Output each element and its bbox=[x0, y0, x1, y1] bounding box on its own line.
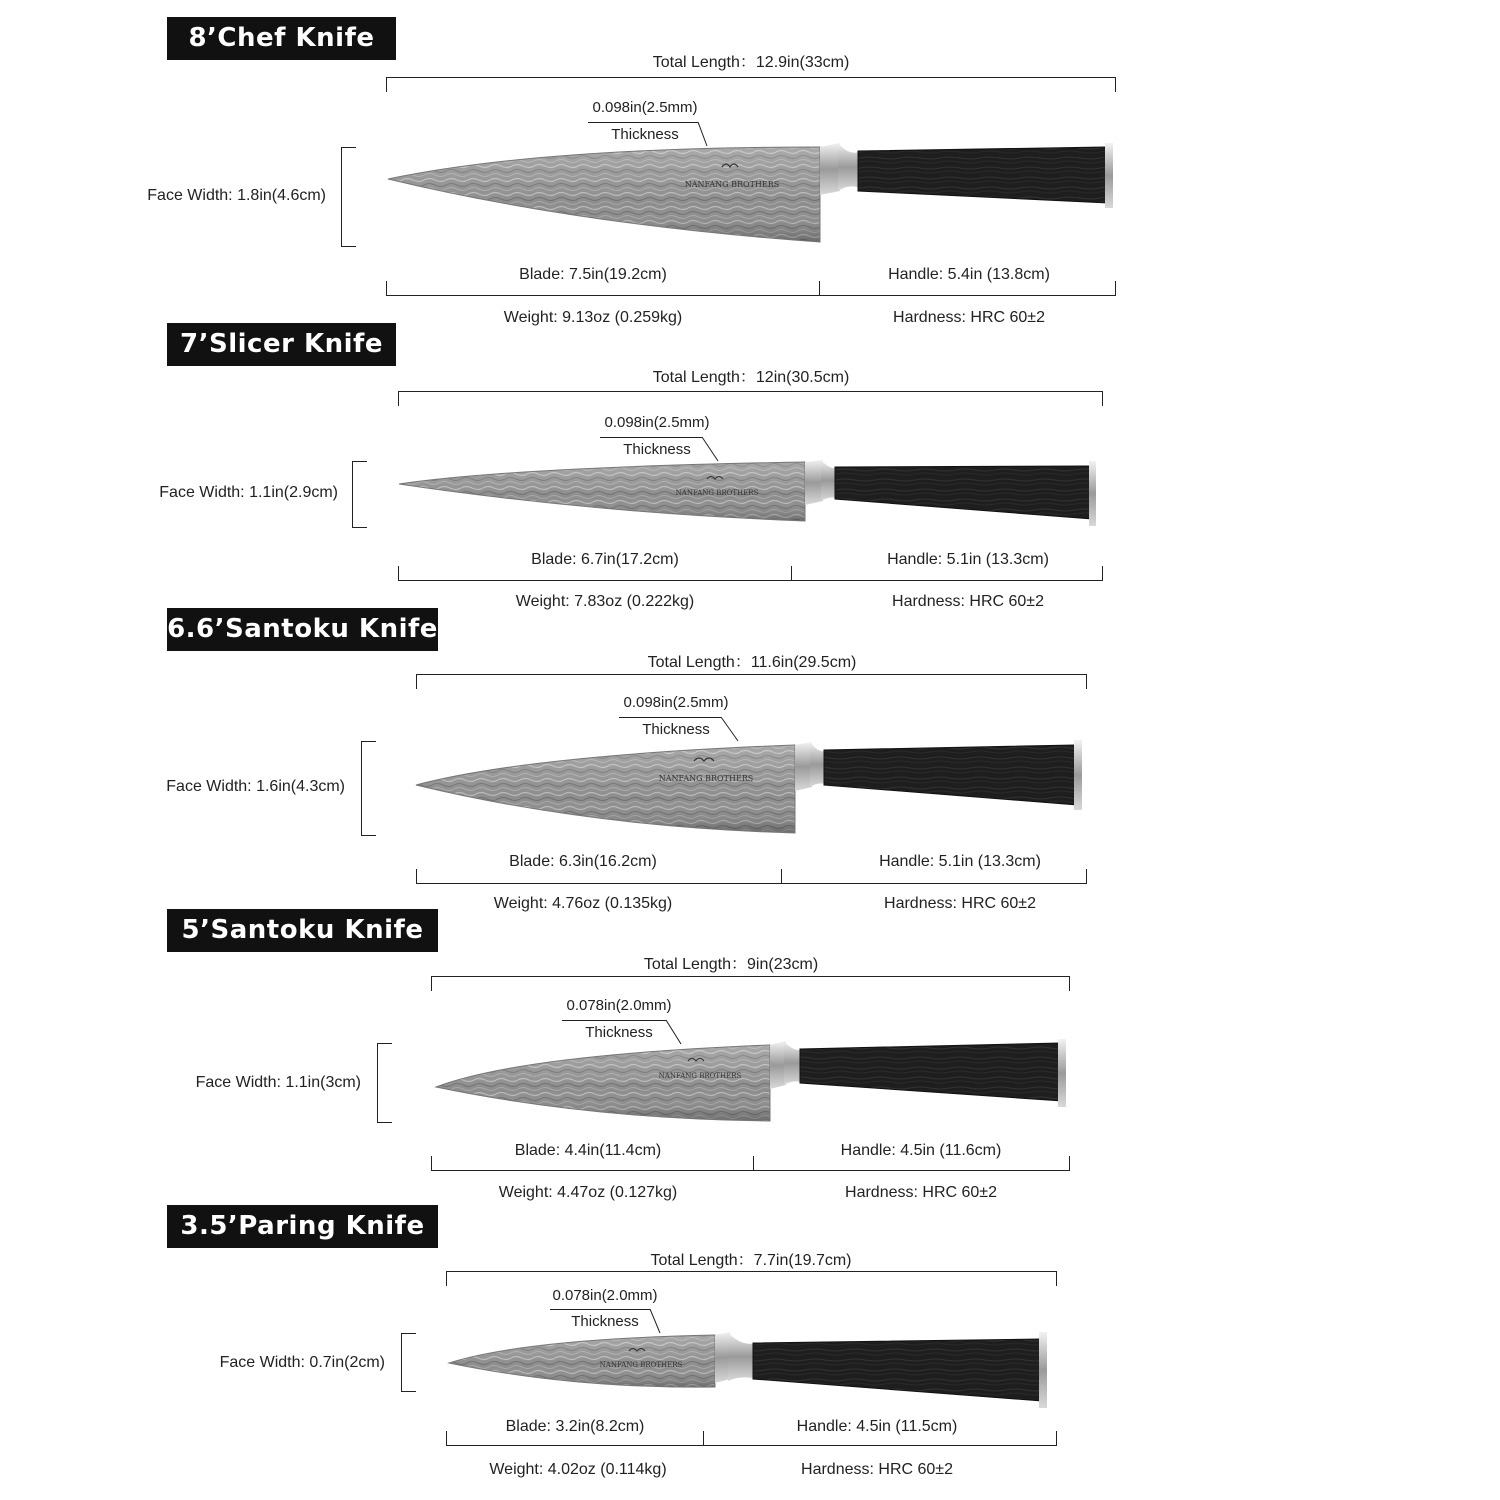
thickness-label: Thickness bbox=[642, 721, 710, 738]
weight-label: Weight: 9.13oz (0.259kg) bbox=[503, 309, 683, 326]
knife-title: 8’Chef Knife bbox=[167, 17, 396, 60]
knife-section-chef bbox=[0, 0, 1500, 330]
paring-knife-image bbox=[445, 1327, 1065, 1412]
knife-section-paring bbox=[0, 1205, 1500, 1500]
slicer-knife-image bbox=[395, 457, 1115, 537]
thickness-label: Thickness bbox=[611, 126, 679, 143]
blade-length-label: Blade: 3.2in(8.2cm) bbox=[505, 1418, 645, 1435]
blade-handle-bracket bbox=[446, 1431, 1057, 1446]
weight-label: Weight: 4.02oz (0.114kg) bbox=[489, 1461, 667, 1478]
hardness-label: Hardness: HRC 60±2 bbox=[845, 1184, 997, 1201]
blade-length-label: Blade: 6.3in(16.2cm) bbox=[509, 853, 657, 870]
face-width-label: Face Width: 0.7in(2cm) bbox=[219, 1354, 385, 1371]
thickness-label: Thickness bbox=[585, 1024, 653, 1041]
weight-label: Weight: 7.83oz (0.222kg) bbox=[515, 593, 695, 610]
total-length-label: Total Length：12.9in(33cm) bbox=[652, 54, 850, 71]
brand-logo-text: NANFANG BROTHERS bbox=[684, 180, 780, 189]
brand-logo-text: NANFANG BROTHERS bbox=[675, 489, 759, 497]
hardness-label: Hardness: HRC 60±2 bbox=[893, 309, 1045, 326]
handle-length-label: Handle: 4.5in (11.6cm) bbox=[840, 1142, 1002, 1159]
face-width-label: Face Width: 1.8in(4.6cm) bbox=[147, 187, 326, 204]
knife-title: 3.5’Paring Knife bbox=[167, 1205, 438, 1248]
blade-length-label: Blade: 6.7in(17.2cm) bbox=[531, 551, 679, 568]
knife-title: 6.6’Santoku Knife bbox=[167, 608, 438, 651]
knife-title: 5’Santoku Knife bbox=[167, 909, 438, 952]
thickness-label: Thickness bbox=[623, 441, 691, 458]
blade-handle-divider bbox=[703, 1431, 704, 1445]
blade-length-label: Blade: 4.4in(11.4cm) bbox=[514, 1142, 662, 1159]
blade-handle-divider bbox=[819, 281, 820, 295]
face-width-label: Face Width: 1.1in(3cm) bbox=[195, 1074, 361, 1091]
total-length-label: Total Length：11.6in(29.5cm) bbox=[647, 654, 857, 671]
santoku-small-knife-image bbox=[430, 1035, 1080, 1125]
handle-length-label: Handle: 4.5in (11.5cm) bbox=[796, 1418, 958, 1435]
total-length-label: Total Length：7.7in(19.7cm) bbox=[650, 1252, 852, 1269]
thickness-value: 0.078in(2.0mm) bbox=[552, 1287, 658, 1304]
thickness-value: 0.078in(2.0mm) bbox=[566, 997, 672, 1014]
knife-title: 7’Slicer Knife bbox=[167, 323, 396, 366]
thickness-label: Thickness bbox=[571, 1313, 639, 1330]
knife-section-slicer bbox=[0, 322, 1500, 612]
blade-handle-bracket bbox=[431, 1156, 1070, 1171]
total-length-label: Total Length：12in(30.5cm) bbox=[652, 369, 850, 386]
thickness-value: 0.098in(2.5mm) bbox=[604, 414, 710, 431]
weight-label: Weight: 4.47oz (0.127kg) bbox=[498, 1184, 678, 1201]
thickness-value: 0.098in(2.5mm) bbox=[623, 694, 729, 711]
weight-label: Weight: 4.76oz (0.135kg) bbox=[493, 895, 673, 912]
blade-handle-bracket bbox=[416, 869, 1087, 884]
brand-logo-text: NANFANG BROTHERS bbox=[658, 1072, 742, 1080]
knife-section-santoku-large bbox=[0, 607, 1500, 912]
knife-section-santoku-small bbox=[0, 909, 1500, 1204]
blade-handle-divider bbox=[791, 566, 792, 580]
hardness-label: Hardness: HRC 60±2 bbox=[884, 895, 1036, 912]
face-width-bracket bbox=[377, 1043, 392, 1123]
face-width-bracket bbox=[341, 147, 356, 247]
hardness-label: Hardness: HRC 60±2 bbox=[892, 593, 1044, 610]
santoku-large-knife-image bbox=[410, 735, 1100, 840]
blade-handle-bracket bbox=[386, 281, 1116, 296]
hardness-label: Hardness: HRC 60±2 bbox=[801, 1461, 953, 1478]
blade-length-label: Blade: 7.5in(19.2cm) bbox=[519, 266, 667, 283]
blade-handle-bracket bbox=[398, 566, 1103, 581]
blade-handle-divider bbox=[753, 1156, 754, 1170]
face-width-bracket bbox=[352, 461, 367, 528]
thickness-value: 0.098in(2.5mm) bbox=[592, 99, 698, 116]
handle-length-label: Handle: 5.1in (13.3cm) bbox=[887, 551, 1049, 568]
total-length-label: Total Length：9in(23cm) bbox=[643, 956, 819, 973]
blade-handle-divider bbox=[781, 869, 782, 883]
brand-logo-text: NANFANG BROTHERS bbox=[658, 774, 754, 783]
face-width-label: Face Width: 1.1in(2.9cm) bbox=[159, 484, 338, 501]
brand-logo-text: NANFANG BROTHERS bbox=[599, 1361, 683, 1369]
handle-length-label: Handle: 5.1in (13.3cm) bbox=[879, 853, 1041, 870]
face-width-bracket bbox=[361, 741, 376, 836]
chef-knife-image bbox=[380, 135, 1125, 250]
face-width-bracket bbox=[401, 1333, 416, 1392]
handle-length-label: Handle: 5.4in (13.8cm) bbox=[888, 266, 1050, 283]
face-width-label: Face Width: 1.6in(4.3cm) bbox=[166, 778, 345, 795]
